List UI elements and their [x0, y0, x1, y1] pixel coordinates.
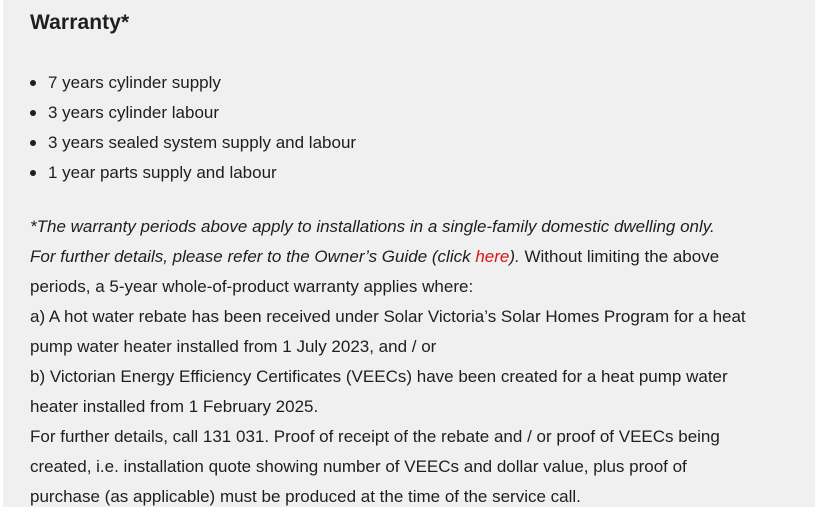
bullet-icon	[30, 170, 36, 176]
list-item	[30, 68, 788, 98]
note-line: created, i.e. installation quote showing number of VEECs and dollar value, plus proof of	[30, 457, 687, 476]
note-line: For further details, call 131 031. Proof of receipt of the rebate and / or proof of VEECs being	[30, 427, 720, 446]
list-item-text: 1 year parts supply and labour	[48, 163, 277, 182]
owners-guide-link[interactable]: here	[475, 247, 510, 266]
list-item-text: 7 years cylinder supply	[48, 73, 221, 92]
note-plain-text: Without limiting the above	[519, 247, 720, 266]
bullet-icon	[30, 110, 36, 116]
note-line: pump water heater installed from 1 July 2023, and / or	[30, 337, 437, 356]
list-item-text: 3 years sealed system supply and labour	[48, 133, 357, 152]
list-item	[30, 158, 788, 188]
note-line-with-link	[30, 242, 788, 272]
warranty-heading: Warranty*	[30, 11, 130, 34]
warranty-panel	[3, 0, 815, 507]
note-italic-text: ).	[509, 247, 520, 266]
bullet-icon	[30, 80, 36, 86]
note-line: a) A hot water rebate has been received under Solar Victoria’s Solar Homes Program for a heat	[30, 307, 746, 326]
note-line: b) Victorian Energy Efficiency Certificates (VEECs) have been created for a heat pump water	[30, 367, 728, 386]
note-italic-text: For further details, please refer to the Owner’s Guide (click	[30, 247, 476, 266]
note-line: heater installed from 1 February 2025.	[30, 397, 319, 416]
note-line: *The warranty periods above apply to installations in a single-family domestic dwelling only.	[30, 217, 715, 236]
bullet-icon	[30, 140, 36, 146]
warranty-list	[30, 68, 788, 188]
warranty-note	[30, 212, 788, 512]
note-line: periods, a 5-year whole-of-product warranty applies where:	[30, 277, 474, 296]
note-line: purchase (as applicable) must be produced at the time of the service call.	[30, 487, 581, 506]
list-item-text: 3 years cylinder labour	[48, 103, 220, 122]
list-item	[30, 128, 788, 158]
list-item	[30, 98, 788, 128]
